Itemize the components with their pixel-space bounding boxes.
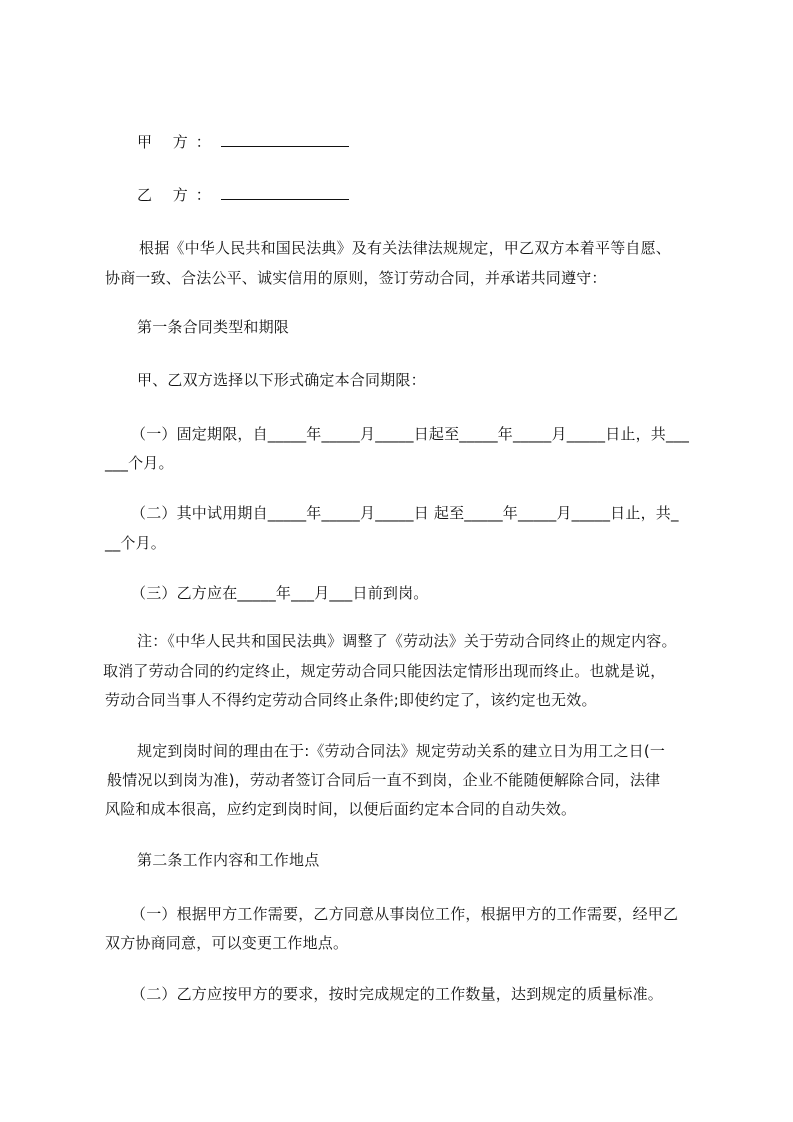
party-b-blank[interactable] — [221, 186, 349, 200]
article-1-intro: 甲、乙双方选择以下形式确定本合同期限： — [137, 371, 426, 389]
note-line-2: 取消了劳动合同的约定终止，规定劳动合同只能因法定情形出现而终止。也就是说， — [103, 662, 666, 680]
preamble-line-1: 根据《中华人民共和国民法典》及有关法律法规规定，甲乙双方本着平等自愿、 — [139, 239, 672, 257]
note-line-3: 劳动合同当事人不得约定劳动合同终止条件;即使约定了，该约定也无效。 — [105, 691, 597, 709]
article-2-title: 第二条工作内容和工作地点 — [137, 851, 320, 869]
party-a-label: 甲 方： — [137, 133, 219, 151]
article-2-item-1-line-1: （一）根据甲方工作需要，乙方同意从事岗位工作，根据甲方的工作需要，经甲乙 — [131, 905, 679, 923]
party-a-blank[interactable] — [221, 133, 349, 147]
note-line-1: 注：《中华人民共和国民法典》调整了《劳动法》关于劳动合同终止的规定内容。 — [137, 632, 677, 650]
article-1-item-1-line-2: ___个月。 — [105, 454, 174, 472]
reason-line-1: 规定到岗时间的理由在于:《劳动合同法》规定劳动关系的建立日为用工之日(一 — [137, 742, 666, 760]
party-a-line — [137, 133, 737, 151]
party-b-label: 乙 方： — [137, 186, 219, 204]
article-1-item-2-line-2: __个月。 — [105, 534, 167, 552]
article-2-item-2: （二）乙方应按甲方的要求，按时完成规定的工作数量，达到规定的质量标准。 — [131, 985, 664, 1003]
article-1-title: 第一条合同类型和期限 — [137, 318, 290, 336]
article-1-item-2-line-1: （二）其中试用期自_____年_____月_____日 起至_____年_____月_____日止，共_ — [131, 504, 679, 522]
article-1-item-3: （三）乙方应在_____年___月___日前到岗。 — [131, 584, 429, 602]
reason-line-3: 风险和成本很高，应约定到岗时间，以便后面约定本合同的自动失效。 — [105, 800, 577, 818]
preamble-line-2: 协商一致、合法公平、诚实信用的原则，签订劳动合同，并承诺共同遵守： — [105, 269, 607, 287]
reason-line-2: 般情况以到岗为准)，劳动者签订合同后一直不到岗，企业不能随便解除合同，法律 — [107, 771, 661, 789]
party-b-line — [137, 186, 737, 204]
article-2-item-1-line-2: 双方协商同意，可以变更工作地点。 — [105, 934, 349, 952]
article-1-item-1-line-1: （一）固定期限，自_____年_____月_____日起至_____年_____月_____日止，共___ — [131, 425, 690, 443]
